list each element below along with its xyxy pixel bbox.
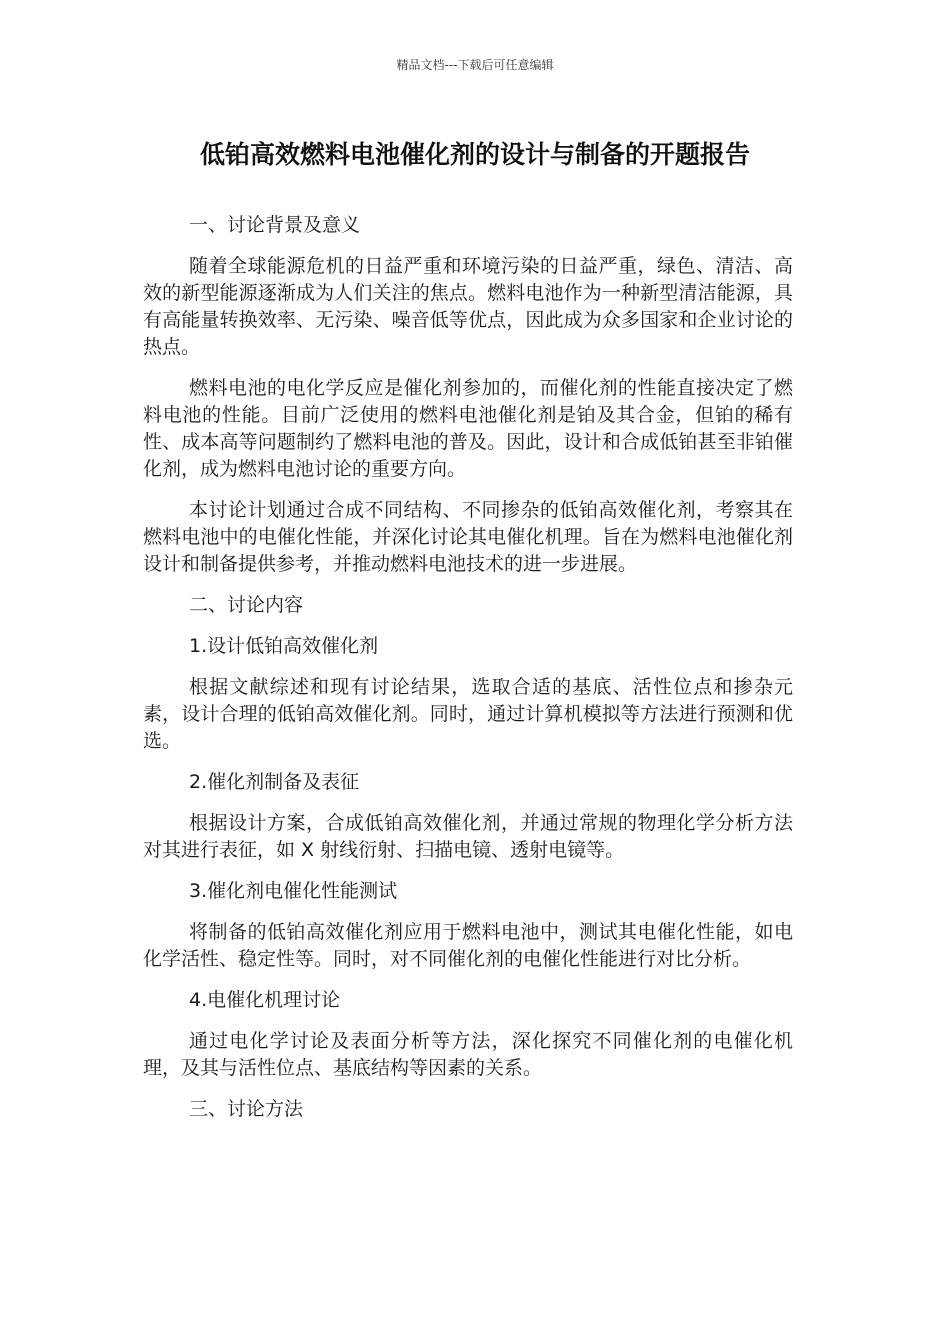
paragraph-background-1: 随着全球能源危机的日益严重和环境污染的日益严重，绿色、清洁、高效的新型能源逐渐成为人们关注的焦点。燃料电池作为一种新型清洁能源，具有高能量转换效率、无污染、噪音低等优点，因此成为众多国家和企业讨论的热点。: [143, 255, 793, 358]
header-note: 精品文档---下载后可任意编辑: [396, 58, 554, 72]
document-title: 低铂高效燃料电池催化剂的设计与制备的开题报告: [199, 140, 750, 169]
section-heading-methods: 三、讨论方法: [189, 1098, 304, 1120]
subheading-design: 1.设计低铂高效催化剂: [189, 635, 379, 657]
section-heading-background: 一、讨论背景及意义: [189, 214, 361, 236]
paragraph-background-3: 本讨论计划通过合成不同结构、不同掺杂的低铂高效催化剂，考察其在燃料电池中的电催化性能，并深化讨论其电催化机理。旨在为燃料电池催化剂设计和制备提供参考，并推动燃料电池技术的进一步进展。: [143, 499, 793, 575]
subheading-testing: 3.催化剂电催化性能测试: [189, 880, 398, 902]
document-body: [143, 212, 793, 1137]
subheading-preparation: 2.催化剂制备及表征: [189, 771, 360, 793]
paragraph-testing: 将制备的低铂高效催化剂应用于燃料电池中，测试其电催化性能，如电化学活性、稳定性等。同时，对不同催化剂的电催化性能进行对比分析。: [143, 921, 793, 970]
section-heading-content: 二、讨论内容: [189, 594, 304, 616]
paragraph-mechanism: 通过电化学讨论及表面分析等方法，深化探究不同催化剂的电催化机理，及其与活性位点、基底结构等因素的关系。: [143, 1030, 793, 1079]
paragraph-preparation: 根据设计方案，合成低铂高效催化剂，并通过常规的物理化学分析方法对其进行表征，如 X 射线衍射、扫描电镜、透射电镜等。: [143, 812, 793, 861]
subheading-mechanism: 4.电催化机理讨论: [189, 989, 341, 1011]
paragraph-background-2: 燃料电池的电化学反应是催化剂参加的，而催化剂的性能直接决定了燃料电池的性能。目前广泛使用的燃料电池催化剂是铂及其合金，但铂的稀有性、成本高等问题制约了燃料电池的普及。因此，设计和合成低铂甚至非铂催化剂，成为燃料电池讨论的重要方向。: [143, 377, 793, 480]
paragraph-design: 根据文献综述和现有讨论结果，选取合适的基底、活性位点和掺杂元素，设计合理的低铂高效催化剂。同时，通过计算机模拟等方法进行预测和优选。: [143, 676, 793, 752]
